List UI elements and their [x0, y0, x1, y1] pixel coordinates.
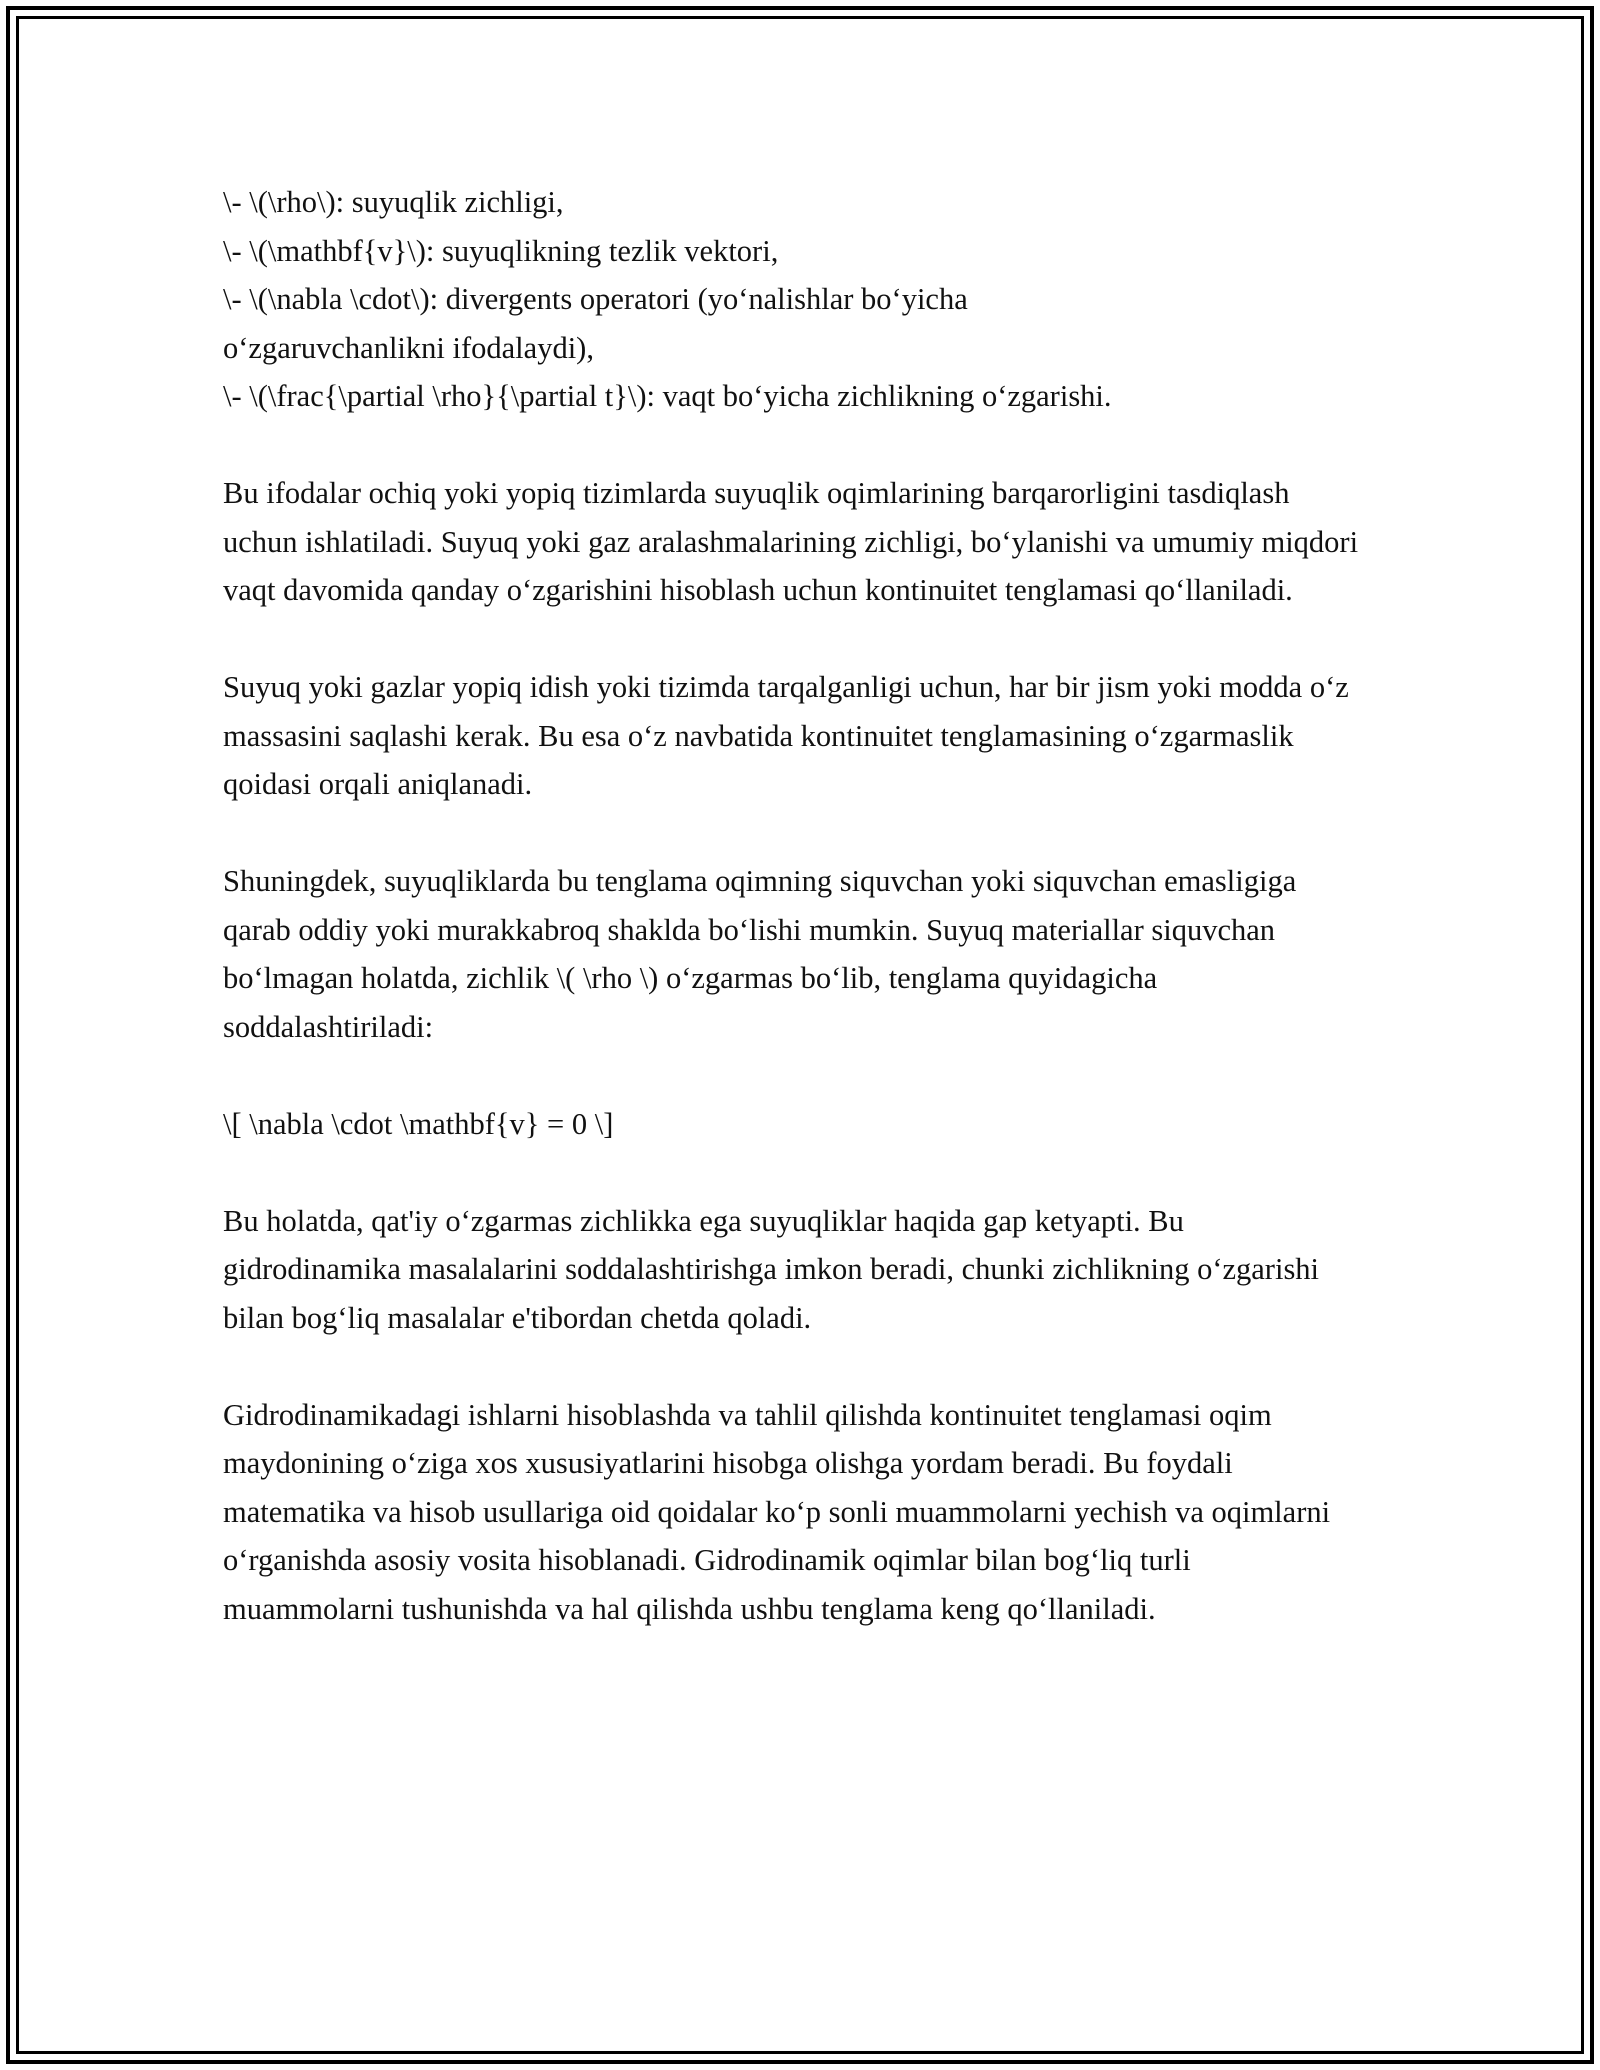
definition-time-derivative: \- \(\frac{\partial \rho}{\partial t}\): vaqt bo‘yicha zichlikning o‘zgarishi. [223, 379, 1112, 413]
definition-rho: \- \(\rho\): suyuqlik zichligi, [223, 185, 564, 219]
paragraph-conclusion: Gidrodinamikadagi ishlarni hisoblashda va tahlil qilishda kontinuitet tenglamasi oqim maydonining o‘ziga xos xususiyatlarini hisobga olishga yordam beradi. Bu foydali matematika va hisob usullariga oid qoidalar ko‘p sonli muammolarni yechish va oqimlarni o‘rganishda asosiy vosita hisoblanadi. Gidrodinamik oqimlar bilan bog‘liq turli muammolarni tushunishda va hal qilishda ushbu tenglama keng qo‘llaniladi. [223, 1397, 1331, 1626]
paragraph-constant-density: Bu holatda, qat'iy o‘zgarmas zichlikka ega suyuqliklar haqida gap ketyapti. Bu gidrodinamika masalalarini soddalashtirishga imkon beradi, chunki zichlikning o‘zgarishi bilan bog‘liq masalalar e'tibordan chetda qoladi. [223, 1203, 1320, 1335]
paragraph-mass-conservation: Suyuq yoki gazlar yopiq idish yoki tizimda tarqalganligi uchun, har bir jism yoki modda o‘z massasini saqlashi kerak. Bu esa o‘z navbatida kontinuitet tenglamasining o‘zgarmaslik qoidasi orqali aniqlanadi. [223, 670, 1349, 801]
definition-divergence: \- \(\nabla \cdot\): divergents operatori (yo‘nalishlar bo‘yicha o‘zgaruvchanlikni ifodalaydi), [223, 282, 968, 365]
definition-velocity: \- \(\mathbf{v}\): suyuqlikning tezlik vektori, [223, 233, 779, 268]
paragraph-purpose: Bu ifodalar ochiq yoki yopiq tizimlarda suyuqlik oqimlarining barqarorligini tasdiqlash uchun ishlatiladi. Suyuq yoki gaz aralashmalarining zichligi, bo‘ylanishi va umumiy miqdori vaqt davomida qanday o‘zgarishini hisoblash uchun kontinuitet tenglamasi qo‘llaniladi. [223, 476, 1359, 607]
equation-incompressible: \[ \nabla \cdot \mathbf{v} = 0 \] [223, 1106, 614, 1141]
paragraph-incompressible: Shuningdek, suyuqliklarda bu tenglama oqimning siquvchan yoki siquvchan emasligiga qarab oddiy yoki murakkabroq shaklda bo‘lishi mumkin. Suyuq materiallar siquvchan bo‘lmagan holatda, zichlik \( \rho \) o‘zgarmas bo‘lib, tenglama quyidagicha soddalashtiriladi: [223, 864, 1297, 1044]
document-body [223, 178, 1423, 1682]
definition-list [223, 178, 1423, 421]
